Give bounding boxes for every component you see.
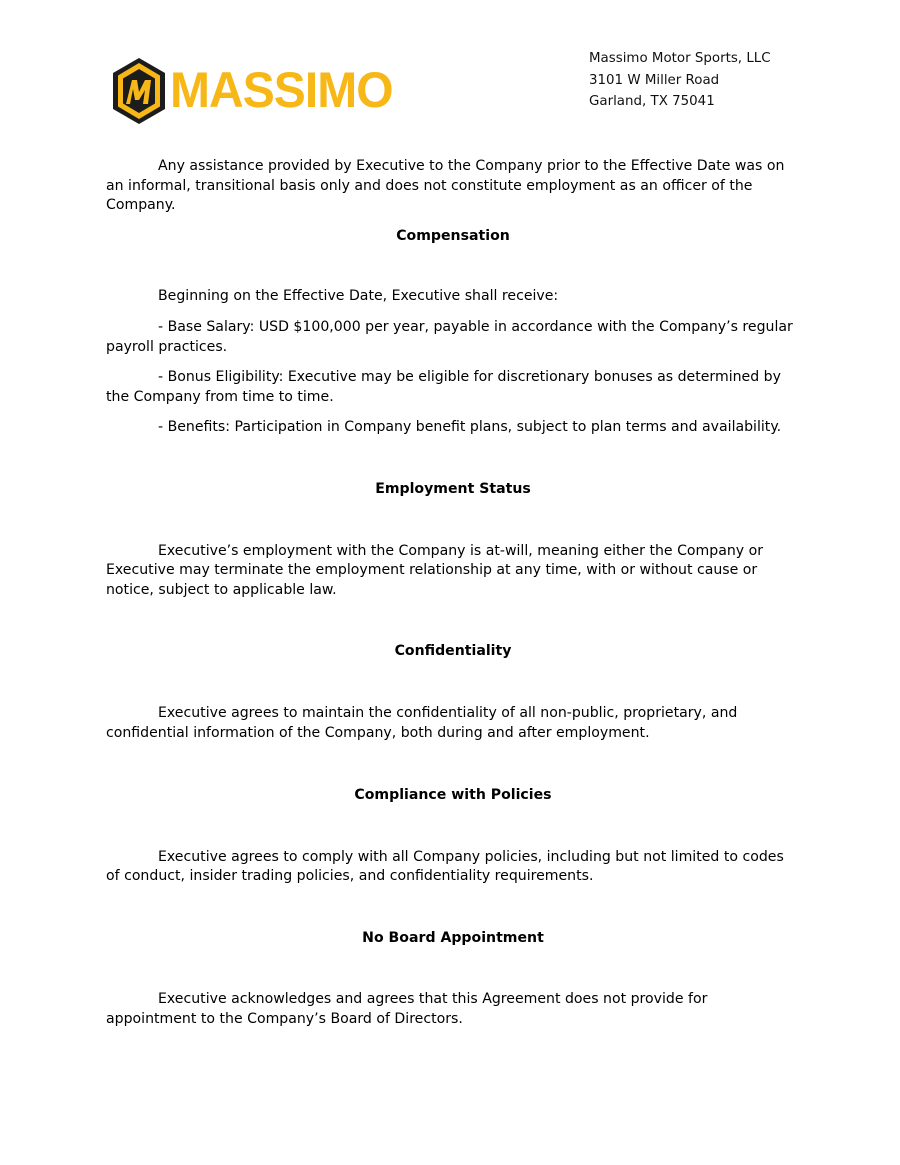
logo-wordmark: MASSIMO (170, 62, 393, 118)
compensation-item-benefits: - Benefits: Participation in Company benefit plans, subject to plan terms and availability. (158, 419, 782, 436)
massimo-shield-icon (110, 56, 168, 126)
board-heading: No Board Appointment (362, 929, 544, 946)
compliance-paragraph: Executive agrees to comply with all Company policies, including but not limited to codes of conduct, insider trading policies, and confidentiality requirements. (106, 848, 784, 885)
confidentiality-paragraph: Executive agrees to maintain the confidentiality of all non-public, proprietary, and confidential information of the Company, both during and after employment. (106, 704, 738, 741)
address-line-street: 3101 W Miller Road (589, 72, 720, 88)
employment-status-heading: Employment Status (375, 480, 531, 497)
compensation-lead: Beginning on the Effective Date, Executive shall receive: (158, 288, 559, 305)
address-line-city: Garland, TX 75041 (589, 94, 715, 109)
board-paragraph: Executive acknowledges and agrees that this Agreement does not provide for appointment to the Company’s Board of Directors. (106, 991, 708, 1028)
compensation-heading: Compensation (396, 227, 510, 244)
company-address (589, 48, 771, 113)
employment-status-paragraph: Executive’s employment with the Company is at-will, meaning either the Company or Executive may terminate the employment relationship at any time, with or without cause or notice, subject to applicable law. (106, 542, 764, 598)
address-line-company: Massimo Motor Sports, LLC (589, 51, 771, 66)
intro-paragraph: Any assistance provided by Executive to the Company prior to the Effective Date was on an informal, transitional basis only and does not constitute employment as an officer of the Company. (106, 158, 785, 214)
compensation-item-base-salary: - Base Salary: USD $100,000 per year, payable in accordance with the Company’s regular payroll practices. (106, 318, 793, 355)
compliance-heading: Compliance with Policies (354, 787, 552, 804)
agreement-body (106, 157, 800, 1030)
massimo-logo (110, 56, 393, 126)
compensation-item-bonus: - Bonus Eligibility: Executive may be eligible for discretionary bonuses as determined by the Company from time to time. (106, 369, 781, 405)
confidentiality-heading: Confidentiality (394, 643, 512, 660)
